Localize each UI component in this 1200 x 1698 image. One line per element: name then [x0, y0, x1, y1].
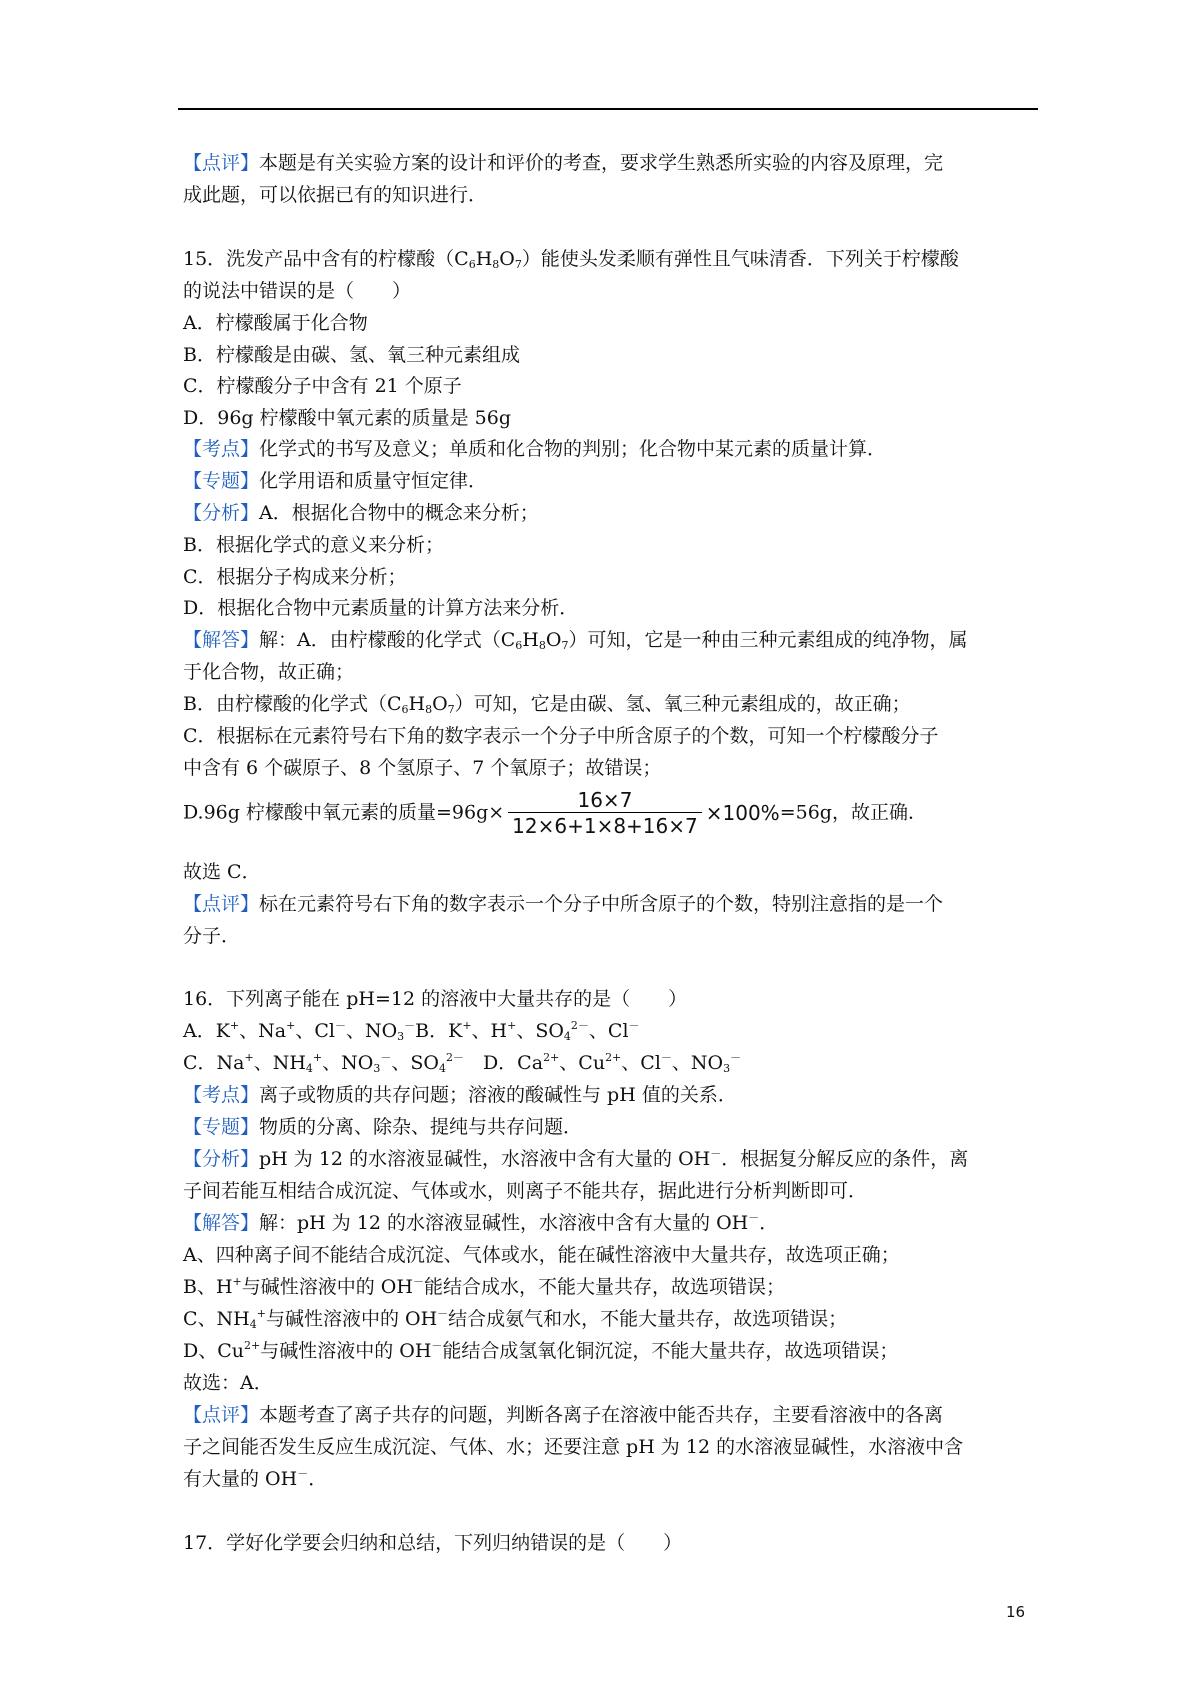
jieda-line: C、$NH_4^+$与碱性溶液中的 OH－结合成氨气和水，不能大量共存，故选项错误； — [183, 1307, 848, 1331]
jieda-line: 故选：A． — [183, 1372, 273, 1394]
zhuanti: 【专题】物质的分离、除杂、提纯与共存问题． — [183, 1116, 583, 1138]
mass-formula: D.96g 柠檬酸中氧元素的质量=96g× $\frac{16\times 7}{12\times 6+1\times 8+16\times 7}$ ×100%=56g，故正确． — [183, 788, 927, 838]
question-16-stem: 16．下列离子能在 pH=12 的溶液中大量共存的是（ ） — [183, 988, 688, 1010]
kaodian: 【考点】化学式的书写及意义；单质和化合物的判别；化合物中某元素的质量计算． — [183, 438, 887, 460]
fenxi: 【分析】pH 为 12 的水溶液显碱性，水溶液中含有大量的 OH－．根据复分解反应的条件，离 — [183, 1147, 969, 1170]
jieda: 【解答】解：pH 为 12 的水溶液显碱性，水溶液中含有大量的 OH－． — [183, 1211, 779, 1234]
page-number: 16 — [1006, 1603, 1026, 1621]
dianping-line: 子之间能否发生反应生成沉淀、气体、水；还要注意 pH 为 12 的水溶液显碱性，水溶液中含 — [183, 1436, 964, 1458]
fenxi-line: 子间若能互相结合成沉淀、气体或水，则离子不能共存，据此进行分析判断即可． — [183, 1180, 868, 1202]
question-17-stem: 17．学好化学要会归纳和总结，下列归纳错误的是（ ） — [183, 1532, 683, 1554]
jieda-line: A、四种离子间不能结合成沉淀、气体或水，能在碱性溶液中大量共存，故选项正确； — [183, 1244, 900, 1266]
header-rule — [178, 108, 1038, 110]
jieda-line: 故选 C． — [183, 861, 261, 883]
comment-line: 成此题，可以依据已有的知识进行． — [183, 184, 488, 206]
jieda: 【解答】解：A．由柠檬酸的化学式$(C_6H_8O_7)$可知，它是一种由三种元素组成的纯净物，属 — [183, 629, 968, 652]
jieda-line: D、$Cu^{2+}$与碱性溶液中的 OH－能结合成氢氧化铜沉淀，不能大量共存，故选项错误； — [183, 1339, 899, 1362]
jieda-line: B、H+与碱性溶液中的 OH－能结合成水，不能大量共存，故选项错误； — [183, 1275, 785, 1298]
fraction: $\frac{16\times 7}{12\times 6+1\times 8+16\times 7}$ — [508, 790, 702, 836]
dianping-line: 有大量的 OH－． — [183, 1467, 328, 1490]
dianping: 【点评】本题考查了离子共存的问题，判断各离子在溶液中能否共存，主要看溶液中的各离 — [183, 1404, 944, 1426]
fenxi: 【分析】A．根据化合物中的概念来分析； — [183, 502, 539, 524]
option-b: B．柠檬酸是由碳、氢、氧三种元素组成 — [183, 344, 520, 366]
comment-line: 【点评】本题是有关实验方案的设计和评价的考查，要求学生熟悉所实验的内容及原理，完 — [183, 152, 944, 174]
fenxi-line: C．根据分子构成来分析； — [183, 566, 407, 588]
fenxi-line: D．根据化合物中元素质量的计算方法来分析． — [183, 597, 579, 619]
jieda-line: 中含有 6 个碳原子、8 个氢原子、7 个氧原子；故错误； — [183, 757, 662, 779]
dianping-line: 分子． — [183, 925, 241, 947]
jieda-line: 于化合物，故正确； — [183, 661, 355, 683]
options-ab: A．K+、Na+、Cl－、$NO_3^-B$．K+、H+、$SO_4^{2-}$、Cl－ — [183, 1019, 640, 1043]
option-a: A．柠檬酸属于化合物 — [183, 312, 368, 334]
jieda-line: B．由柠檬酸的化学式$(C_6H_8O_7)$可知，它是由碳、氢、氧三种元素组成的，故正确； — [183, 693, 911, 716]
dianping: 【点评】标在元素符号右下角的数字表示一个分子中所含原子的个数，特别注意指的是一个 — [183, 893, 944, 915]
option-d: D．96g 柠檬酸中氧元素的质量是 56g — [183, 407, 511, 429]
jieda-line: C．根据标在元素符号右下角的数字表示一个分子中所含原子的个数，可知一个柠檬酸分子 — [183, 725, 939, 747]
fenxi-line: B．根据化学式的意义来分析； — [183, 534, 444, 556]
option-c: C．柠檬酸分子中含有 21 个原子 — [183, 375, 462, 397]
kaodian: 【考点】离子或物质的共存问题；溶液的酸碱性与 pH 值的关系． — [183, 1084, 737, 1106]
zhuanti: 【专题】化学用语和质量守恒定律． — [183, 470, 488, 492]
options-cd: C．Na+、$NH_4^+$、$NO_3^-$、$SO_4^{2-}$ D．$Ca^{2+}$、$Cu^{2+}$、Cl－、$NO_3^-$ — [183, 1051, 742, 1075]
question-15-stem: 15．洗发产品中含有的柠檬酸$(C_6H_8O_7)$能使头发柔顺有弹性且气味清香．下列关于柠檬酸 — [183, 248, 959, 271]
question-15-stem: 的说法中错误的是（ ） — [183, 280, 412, 302]
